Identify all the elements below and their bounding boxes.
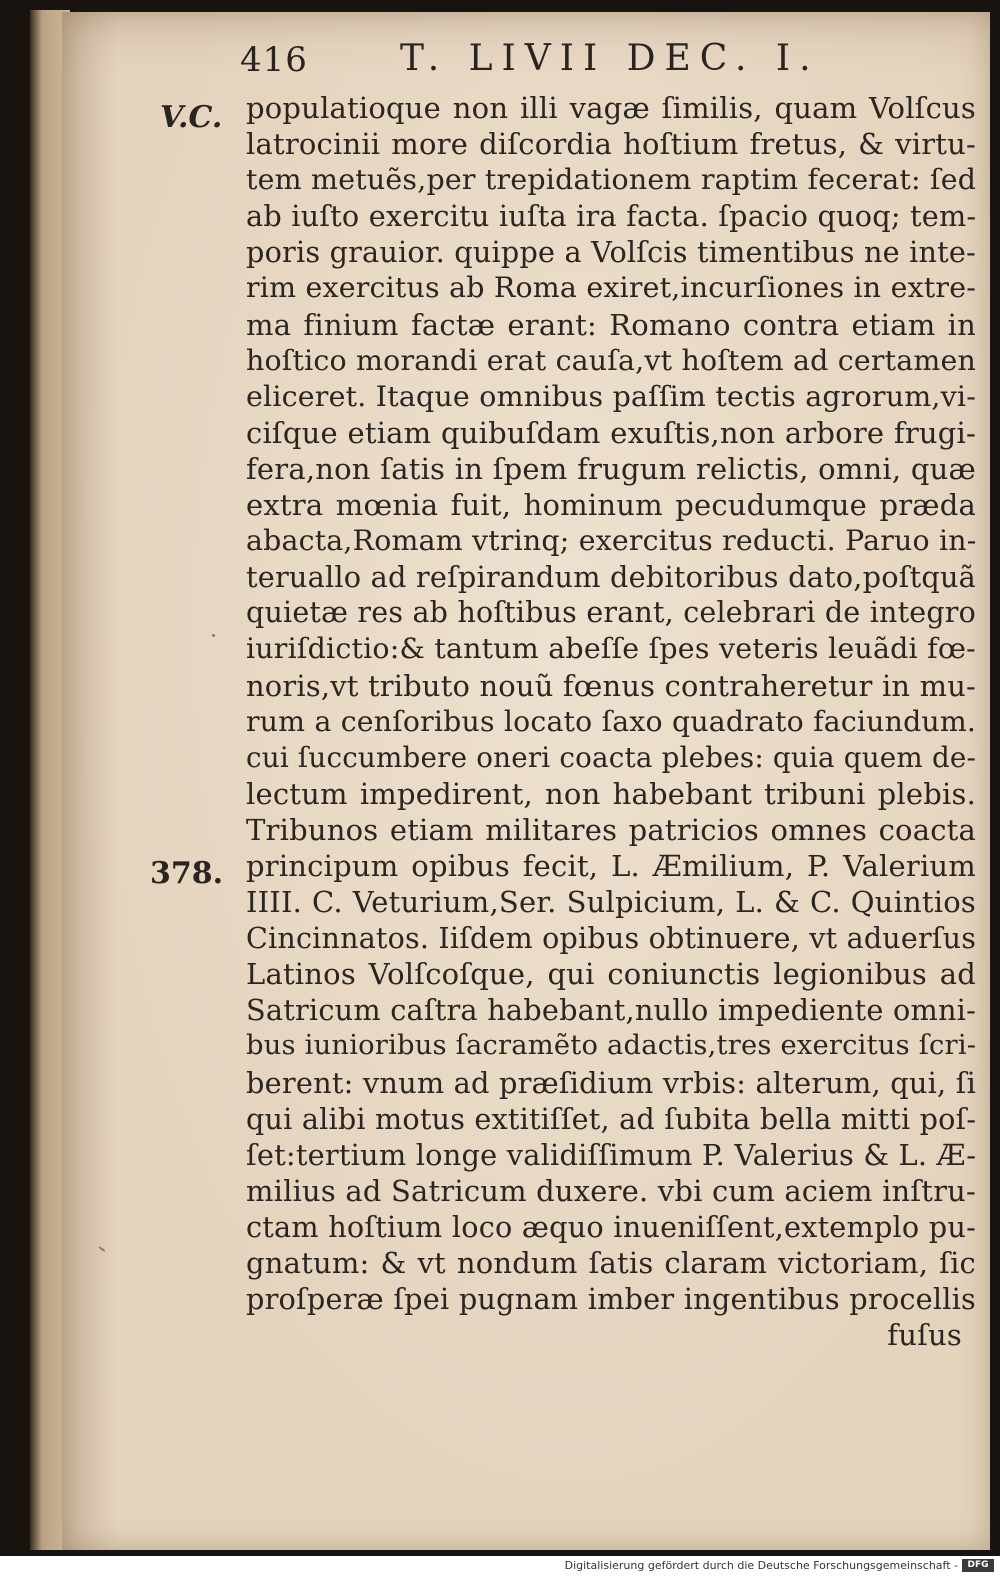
- text-line: gnatum: & vt nondum ſatis claram victoriam, ſic: [246, 1246, 976, 1280]
- text-line: rum a cenſoribus locato ſaxo quadrato faciundum.: [246, 704, 977, 738]
- text-line: principum opibus fecit, L. Æmilium, P. Valerium: [246, 848, 976, 883]
- text-line: Latinos Volſcoſque, qui coniunctis legionibus ad: [246, 957, 976, 992]
- running-head: [180, 38, 900, 88]
- text-line: Satricum caſtra habebant,nullo impediente omni-: [246, 993, 976, 1028]
- text-line: populatioque non illi vagæ ſimilis, quam Volſcus: [246, 91, 976, 125]
- text-line: rim exercitus ab Roma exiret,incurſiones in extre-: [246, 271, 976, 305]
- marginal-year-mark: 378.: [150, 856, 224, 891]
- text-line: eliceret. Itaque omnibus paſſim tectis agrorum,vi-: [246, 379, 976, 413]
- text-line: extra mœnia fuit, hominum pecudumque præda: [246, 488, 976, 523]
- paper-speck: [98, 1246, 106, 1252]
- running-title: T. LIVII DEC. I.: [400, 38, 820, 79]
- text-line: Cincinnatos. Iiſdem opibus obtinuere, vt aduerſus: [246, 921, 977, 956]
- text-line: ctam hoſtium loco æquo inueniſſent,extemplo pu-: [246, 1209, 976, 1244]
- text-line: ſet:tertium longe validiſſimum P. Valerius & L. Æ-: [246, 1137, 977, 1172]
- text-line: bus iunioribus ſacramẽto adactis,tres exercitus ſcri-: [246, 1030, 977, 1062]
- text-line: tem metuẽs,per trepidationem raptim fecerat: ſed: [246, 163, 977, 197]
- text-line: noris,vt tributo nouũ fœnus contraheretur in mu-: [246, 668, 976, 703]
- marginal-era-mark: V.C.: [160, 100, 223, 135]
- text-line: quietæ res ab hoſtibus erant, celebrari de integro: [246, 596, 976, 630]
- text-line: proſperæ ſpei pugnam imber ingentibus procellis: [246, 1282, 976, 1317]
- text-line: cui ſuccumbere oneri coacta plebes: quia quem de-: [246, 740, 977, 774]
- text-line: poris grauior. quippe a Volſcis timentibus ne inte-: [246, 235, 976, 270]
- text-line: ma finium factæ erant: Romano contra etiam in: [246, 307, 976, 342]
- dfg-logo: DFG: [962, 1559, 994, 1572]
- text-line: milius ad Satricum duxere. vbi cum aciem inſtru-: [246, 1173, 976, 1208]
- text-line: latrocinii more diſcordia hoſtium fretus, & virtu-: [246, 127, 976, 162]
- page-number: 416: [240, 40, 308, 80]
- text-line: fera,non ſatis in ſpem frugum relictis, omni, quæ: [246, 451, 976, 486]
- funding-credit: Digitalisierung gefördert durch die Deutsche Forschungsgemeinschaft -: [564, 1559, 958, 1572]
- text-line: berent: vnum ad præſidium vrbis: alterum, qui, ſi: [246, 1065, 977, 1100]
- text-line: IIII. C. Veturium,Ser. Sulpicium, L. & C. Quintios: [246, 885, 976, 920]
- text-line: ciſque etiam quibuſdam exuſtis,non arbore frugi-: [246, 415, 976, 450]
- text-line: qui alibi motus extitiſſet, ad ſubita bella mitti poſ-: [246, 1101, 977, 1136]
- digitization-footer: [0, 1556, 1000, 1576]
- body-text: [246, 90, 976, 1353]
- text-line: lectum impedirent, non habebant tribuni plebis.: [246, 776, 976, 811]
- text-line: Tribunos etiam militares patricios omnes coacta: [246, 812, 976, 847]
- text-line: ab iuſto exercitu iuſta ira facta. ſpacio quoq; tem-: [246, 199, 977, 234]
- text-line: iuriſdictio:& tantum abeſſe ſpes veteris leuãdi fœ-: [246, 632, 976, 666]
- text-line: teruallo ad reſpirandum debitoribus dato,poſtquã: [246, 560, 976, 595]
- paper-speck: [212, 634, 215, 637]
- text-line: abacta,Romam vtrinq; exercitus reducti. Paruo in-: [246, 524, 977, 558]
- text-line: hoſtico morandi erat cauſa,vt hoſtem ad certamen: [246, 343, 977, 377]
- catchword: fuſus: [887, 1318, 962, 1353]
